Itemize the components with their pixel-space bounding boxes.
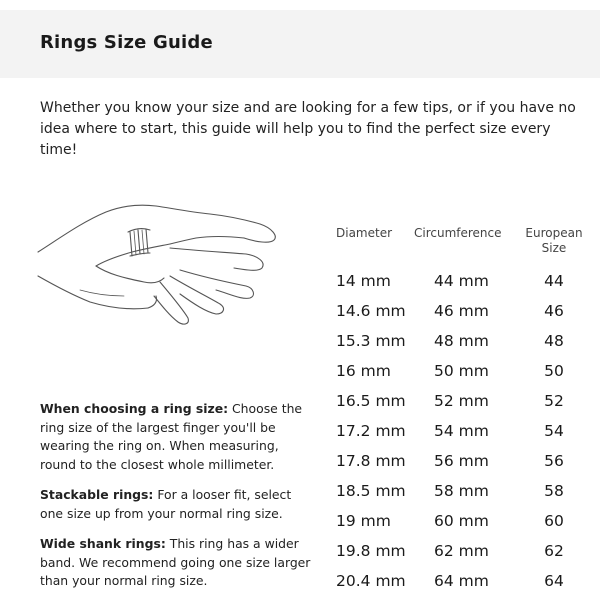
table-row (330, 508, 600, 538)
tip-title: When choosing a ring size: (40, 401, 229, 416)
tip-stackable-rings (40, 486, 315, 523)
table-row (330, 358, 600, 388)
cell-circumference: 48 mm (434, 332, 489, 350)
tip-wide-shank-rings (40, 535, 315, 591)
tip-text: For a looser fit, select one size up from your normal ring size. (40, 487, 292, 521)
intro-text: Whether you know your size and are looking for a few tips, or if you have no idea where to start, this guide will help you to find the perfect size every time! (40, 100, 576, 158)
cell-european-size: 64 (544, 572, 564, 590)
cell-circumference: 62 mm (434, 542, 489, 560)
cell-european-size: 60 (544, 512, 564, 530)
cell-european-size: 54 (544, 422, 564, 440)
hand-with-ring-icon (20, 190, 320, 370)
cell-diameter: 16 mm (336, 362, 391, 380)
cell-circumference: 58 mm (434, 482, 489, 500)
table-row (330, 388, 600, 418)
column-header-european-size: European Size (525, 226, 583, 255)
cell-european-size: 52 (544, 392, 564, 410)
page-header (0, 10, 600, 78)
cell-diameter: 14 mm (336, 272, 391, 290)
cell-diameter: 19.8 mm (336, 542, 406, 560)
cell-diameter: 17.8 mm (336, 452, 406, 470)
cell-european-size: 50 (544, 362, 564, 380)
table-row (330, 328, 600, 358)
cell-circumference: 60 mm (434, 512, 489, 530)
cell-european-size: 58 (544, 482, 564, 500)
cell-circumference: 56 mm (434, 452, 489, 470)
tip-text: Choose the ring size of the largest finger you'll be wearing the ring on. When measuring, round to the closest whole millimeter. (40, 401, 303, 472)
cell-diameter: 17.2 mm (336, 422, 406, 440)
tip-title: Wide shank rings: (40, 536, 166, 551)
cell-circumference: 54 mm (434, 422, 489, 440)
cell-circumference: 50 mm (434, 362, 489, 380)
cell-european-size: 46 (544, 302, 564, 320)
cell-european-size: 44 (544, 272, 564, 290)
cell-european-size: 62 (544, 542, 564, 560)
cell-diameter: 19 mm (336, 512, 391, 530)
cell-european-size: 56 (544, 452, 564, 470)
table-row (330, 448, 600, 478)
cell-circumference: 52 mm (434, 392, 489, 410)
cell-circumference: 46 mm (434, 302, 489, 320)
cell-diameter: 14.6 mm (336, 302, 406, 320)
table-body (330, 268, 600, 598)
table-row (330, 298, 600, 328)
cell-diameter: 20.4 mm (336, 572, 406, 590)
tip-choosing-size (40, 400, 315, 474)
table-row (330, 478, 600, 508)
cell-diameter: 16.5 mm (336, 392, 406, 410)
page-title: Rings Size Guide (40, 32, 213, 53)
table-row (330, 538, 600, 568)
cell-circumference: 64 mm (434, 572, 489, 590)
table-row (330, 268, 600, 298)
table-row (330, 418, 600, 448)
cell-diameter: 18.5 mm (336, 482, 406, 500)
tip-text: This ring has a wider band. We recommend going one size larger than your normal ring size. (40, 536, 311, 588)
cell-diameter: 15.3 mm (336, 332, 406, 350)
cell-circumference: 44 mm (434, 272, 489, 290)
column-header-circumference: Circumference (414, 226, 502, 240)
tips-section (40, 400, 315, 600)
cell-european-size: 48 (544, 332, 564, 350)
column-header-diameter: Diameter (336, 226, 393, 240)
tip-title: Stackable rings: (40, 487, 154, 502)
table-row (330, 568, 600, 598)
